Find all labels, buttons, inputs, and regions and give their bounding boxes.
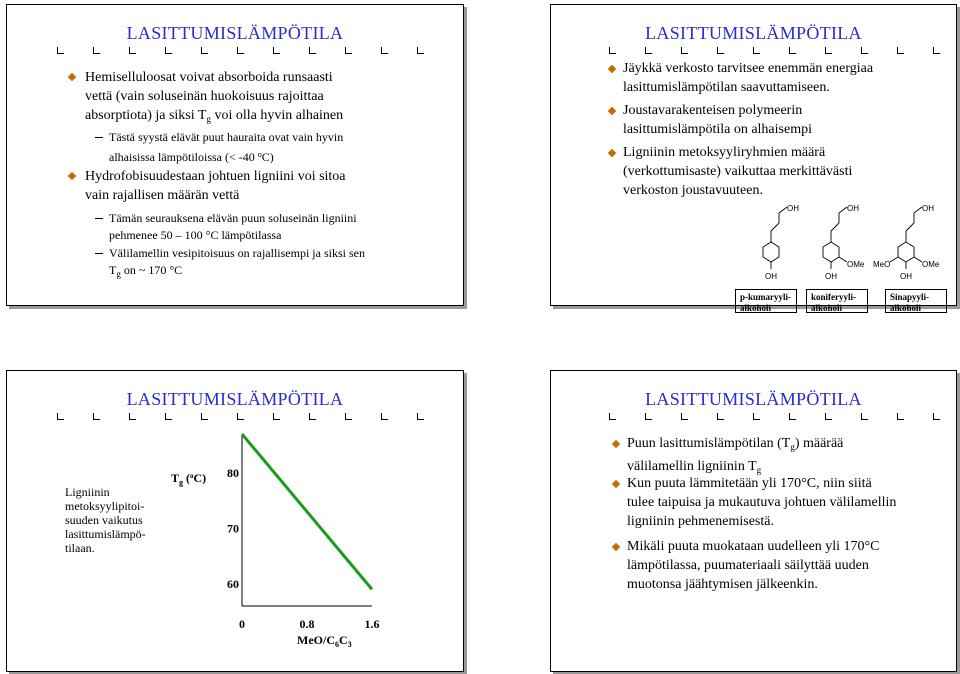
sub-bullet-text: Tästä syystä elävät puut hauraita ovat vain hyvin alhaisissa lämpötiloissa (< -40 $^o$C) — [109, 130, 344, 164]
slide-4 — [550, 370, 957, 672]
svg-text:OH: OH — [765, 272, 777, 281]
y-tick-label: 60 — [227, 576, 239, 591]
svg-text:OH: OH — [900, 272, 912, 281]
label-box: p-kumaryyli- alkoholi — [735, 289, 797, 313]
data-line — [242, 434, 372, 589]
label-box: Sinapyyli- alkoholi — [885, 289, 947, 313]
ticks — [609, 47, 952, 55]
x-tick-label: 1.6 — [364, 617, 380, 631]
bullet-text: Joustavarakenteisen polymeerin lasittumislämpötila on alhaisempi — [623, 103, 812, 137]
bullet-icon — [68, 73, 76, 81]
svg-text:MeO: MeO — [873, 260, 891, 269]
ticks — [609, 413, 952, 421]
dash-icon — [95, 137, 103, 138]
svg-text:OMe: OMe — [847, 260, 865, 269]
bullet-icon — [68, 172, 76, 180]
slide-title: LASITTUMISLÄMPÖTILA — [645, 23, 862, 43]
bullet-text: Hemiselluloosat voivat absorboida runsaasti vettä (vain soluseinän huokoisuus rajoittaa absorptiota) ja siksi $T_g$ voi olla hyvin alhainen — [85, 70, 344, 124]
svg-text:OH: OH — [922, 204, 934, 213]
bullet-text: Ligniinin metoksyyliryhmien määrä (verkottumisaste) vaikuttaa merkittävästi verkoston joustavuuteen. — [623, 145, 853, 198]
caption-text: Ligniinin metoksyylipitoi- suuden vaikutus lasittumislämpö- tilaan. — [65, 485, 146, 555]
bullet-icon — [608, 149, 616, 157]
slide-2 — [550, 4, 957, 313]
svg-text:OH: OH — [787, 204, 799, 213]
dash-icon — [95, 218, 103, 219]
slide-3 — [6, 370, 464, 672]
x-tick-label: 0 — [239, 617, 245, 631]
svg-text:OMe: OMe — [922, 260, 940, 269]
svg-text:OH: OH — [825, 272, 837, 281]
bullet-text: Hydrofobisuudestaan johtuen ligniini voi sitoa vain rajallisen määrän vettä — [85, 169, 346, 203]
dash-icon — [95, 253, 103, 254]
sub-bullet-text: Tämän seurauksena elävän puun soluseinän ligniini pehmenee 50 – 100 °C lämpötilassa — [109, 211, 357, 242]
x-axis-label: MeO/$C_6C_3$ — [297, 633, 352, 649]
tg-chart — [157, 426, 457, 656]
y-axis-label: $T_g$ ($^o$C) — [171, 471, 207, 487]
slide-title: LASITTUMISLÄMPÖTILA — [126, 23, 344, 43]
bullet-text: Mikäli puuta muokataan uudelleen yli 170°C lämpötilassa, puumateriaali säilyttää uuden muotonsa jäähtymisen jälkeenkin. — [627, 539, 880, 592]
bullet-icon — [608, 65, 616, 73]
slide-1 — [6, 4, 464, 306]
svg-text:OH: OH — [847, 204, 859, 213]
slide-title: LASITTUMISLÄMPÖTILA — [126, 389, 344, 409]
slide-title: LASITTUMISLÄMPÖTILA — [645, 389, 862, 409]
y-tick-label: 80 — [227, 465, 239, 480]
sub-bullet-text: Välilamellin vesipitoisuus on rajallisempi ja siksi sen $T_g$ on ~ 170 °C — [109, 246, 365, 279]
bullet-text: Puun lasittumislämpötilan $(T_g)$ määrää välilamellin ligniinin $T_g$ — [627, 436, 844, 475]
bullet-text: Kun puuta lämmitetään yli 170°C, niin siitä tulee taipuisa ja mukautuva johtuen välilamellin ligniinin pehmenemisestä. — [627, 476, 897, 529]
x-tick-label: 0.8 — [299, 617, 315, 631]
bullet-icon — [612, 480, 620, 488]
y-tick-label: 70 — [227, 521, 239, 536]
bullet-icon — [612, 440, 620, 448]
bullet-icon — [608, 107, 616, 115]
bullet-text: Jäykkä verkosto tarvitsee enemmän energiaa lasittumislämpötilan saavuttamiseen. — [623, 61, 874, 95]
bullet-icon — [612, 543, 620, 551]
label-box: koniferyyli- alkoholi — [806, 289, 868, 313]
ticks — [57, 47, 423, 55]
ticks — [57, 413, 423, 421]
